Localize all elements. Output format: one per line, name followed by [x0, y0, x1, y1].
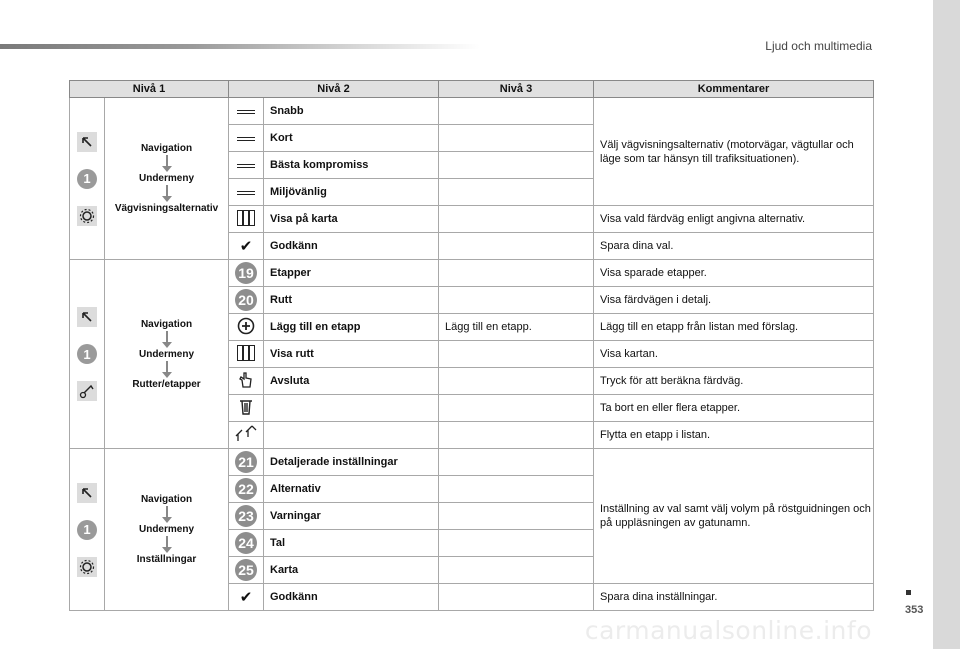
level2-icon-cell	[229, 233, 264, 260]
level3-cell	[439, 422, 594, 449]
level3-cell	[439, 395, 594, 422]
level2-label: Avsluta	[264, 368, 439, 395]
level3-cell	[439, 152, 594, 179]
move-icon	[235, 434, 257, 446]
comment-cell-merged: Inställning av val samt välj volym på röstguidningen och på uppläsningen av gatunamn.	[594, 449, 874, 584]
map-icon	[237, 345, 255, 361]
check-icon: ✔	[239, 588, 253, 606]
level2-icon-cell	[229, 260, 264, 287]
level2-icon-cell	[229, 125, 264, 152]
flow-arrow	[166, 155, 168, 167]
level3-cell	[439, 368, 594, 395]
comment-cell-merged: Välj vägvisningsalternativ (motorvägar, vägtullar och läge som tar hänsyn till trafiksituationen).	[594, 98, 874, 206]
level1-flow	[105, 449, 229, 611]
comment-cell: Spara dina val.	[594, 233, 874, 260]
number-badge: 1	[77, 344, 97, 364]
level2-label: Visa på karta	[264, 206, 439, 233]
level1-flow	[105, 260, 229, 449]
flow-step: Navigation	[140, 318, 193, 330]
flow-step: Rutter/etapper	[132, 378, 201, 390]
header-gradient-bar	[0, 44, 480, 49]
level2-label: Bästa kompromiss	[264, 152, 439, 179]
level1-icons	[70, 98, 105, 260]
comment-cell: Spara dina inställningar.	[594, 584, 874, 611]
comment-cell: Flytta en etapp i listan.	[594, 422, 874, 449]
level3-cell	[439, 206, 594, 233]
comment-cell: Ta bort en eller flera etapper.	[594, 395, 874, 422]
flow-arrow	[166, 536, 168, 548]
level3-cell: Lägg till en etapp.	[439, 314, 594, 341]
bars-icon	[237, 110, 255, 114]
hand-icon	[238, 380, 254, 392]
comment-cell: Lägg till en etapp från listan med förslag.	[594, 314, 874, 341]
col-header-level2: Nivå 2	[229, 81, 439, 98]
level3-cell	[439, 476, 594, 503]
map-icon	[237, 210, 255, 226]
flow-step: Navigation	[140, 494, 193, 505]
table-header-row	[70, 81, 874, 98]
number-badge: 1	[77, 520, 97, 540]
number-badge: 1	[77, 169, 97, 189]
bars-icon	[237, 164, 255, 168]
number-23-icon: 23	[235, 505, 257, 527]
comment-cell: Visa kartan.	[594, 341, 874, 368]
navigation-icon	[77, 483, 97, 503]
level2-label: Miljövänlig	[264, 179, 439, 206]
level2-label: Visa rutt	[264, 341, 439, 368]
level2-label: Godkänn	[264, 233, 439, 260]
level2-icon-cell	[229, 422, 264, 449]
level3-cell	[439, 233, 594, 260]
settings-gear-icon	[77, 557, 97, 577]
level1-flow	[105, 98, 229, 260]
level2-label: Alternativ	[264, 476, 439, 503]
level3-cell	[439, 98, 594, 125]
level3-cell	[439, 557, 594, 584]
page-edge-strip	[933, 0, 960, 649]
check-icon: ✔	[239, 237, 253, 255]
level3-cell	[439, 125, 594, 152]
col-header-level1: Nivå 1	[70, 81, 229, 98]
page-corner-mark	[906, 590, 911, 595]
table-row	[70, 98, 874, 125]
level2-icon-cell	[229, 557, 264, 584]
level1-icons	[70, 260, 105, 449]
flow-step: Vägvisningsalternativ	[114, 203, 219, 214]
watermark: carmanualsonline.info	[584, 616, 872, 645]
level2-icon-cell	[229, 314, 264, 341]
level2-label: Detaljerade inställningar	[264, 449, 439, 476]
level2-icon-cell	[229, 503, 264, 530]
level2-label	[264, 395, 439, 422]
settings-table	[69, 80, 874, 611]
add-icon	[237, 326, 255, 338]
comment-cell: Tryck för att beräkna färdväg.	[594, 368, 874, 395]
level2-icon-cell	[229, 287, 264, 314]
number-25-icon: 25	[235, 559, 257, 581]
bars-icon	[237, 191, 255, 195]
level3-cell	[439, 287, 594, 314]
level2-icon-cell	[229, 584, 264, 611]
page-number: 353	[905, 604, 924, 616]
level3-cell	[439, 584, 594, 611]
trash-icon	[238, 407, 254, 419]
number-21-icon: 21	[235, 451, 257, 473]
comment-cell: Visa färdvägen i detalj.	[594, 287, 874, 314]
table-row	[70, 260, 874, 287]
number-19-icon: 19	[235, 262, 257, 284]
number-20-icon: 20	[235, 289, 257, 311]
level2-label	[264, 422, 439, 449]
col-header-level3: Nivå 3	[439, 81, 594, 98]
number-24-icon: 24	[235, 532, 257, 554]
level3-cell	[439, 449, 594, 476]
level3-cell	[439, 179, 594, 206]
level2-icon-cell	[229, 206, 264, 233]
flow-step: Inställningar	[136, 554, 197, 565]
navigation-icon	[77, 132, 97, 152]
section-title: Ljud och multimedia	[765, 39, 872, 53]
table-row	[70, 449, 874, 476]
flow-arrow	[166, 506, 168, 518]
flow-arrow	[166, 331, 168, 343]
level2-label: Varningar	[264, 503, 439, 530]
level2-label: Lägg till en etapp	[264, 314, 439, 341]
level2-icon-cell	[229, 368, 264, 395]
level2-label: Etapper	[264, 260, 439, 287]
level2-icon-cell	[229, 530, 264, 557]
level2-icon-cell	[229, 98, 264, 125]
level1-icons	[70, 449, 105, 611]
level2-label: Karta	[264, 557, 439, 584]
flow-step: Navigation	[140, 143, 193, 154]
route-flag-icon	[77, 381, 97, 401]
comment-cell: Visa vald färdväg enligt angivna alternativ.	[594, 206, 874, 233]
level3-cell	[439, 530, 594, 557]
level3-cell	[439, 260, 594, 287]
level2-icon-cell	[229, 179, 264, 206]
navigation-icon	[77, 307, 97, 327]
level2-icon-cell	[229, 152, 264, 179]
level2-icon-cell	[229, 341, 264, 368]
level2-label: Snabb	[264, 98, 439, 125]
level3-cell	[439, 341, 594, 368]
settings-gear-icon	[77, 206, 97, 226]
level2-icon-cell	[229, 395, 264, 422]
level2-label: Godkänn	[264, 584, 439, 611]
flow-step: Undermeny	[138, 524, 194, 535]
number-22-icon: 22	[235, 478, 257, 500]
level2-label: Kort	[264, 125, 439, 152]
flow-step: Undermeny	[138, 173, 194, 184]
flow-arrow	[166, 361, 168, 373]
bars-icon	[237, 137, 255, 141]
level3-cell	[439, 503, 594, 530]
level2-label: Tal	[264, 530, 439, 557]
level2-icon-cell	[229, 476, 264, 503]
flow-arrow	[166, 185, 168, 197]
level2-label: Rutt	[264, 287, 439, 314]
col-header-comments: Kommentarer	[594, 81, 874, 98]
level2-icon-cell	[229, 449, 264, 476]
flow-step: Undermeny	[138, 348, 194, 360]
comment-cell: Visa sparade etapper.	[594, 260, 874, 287]
